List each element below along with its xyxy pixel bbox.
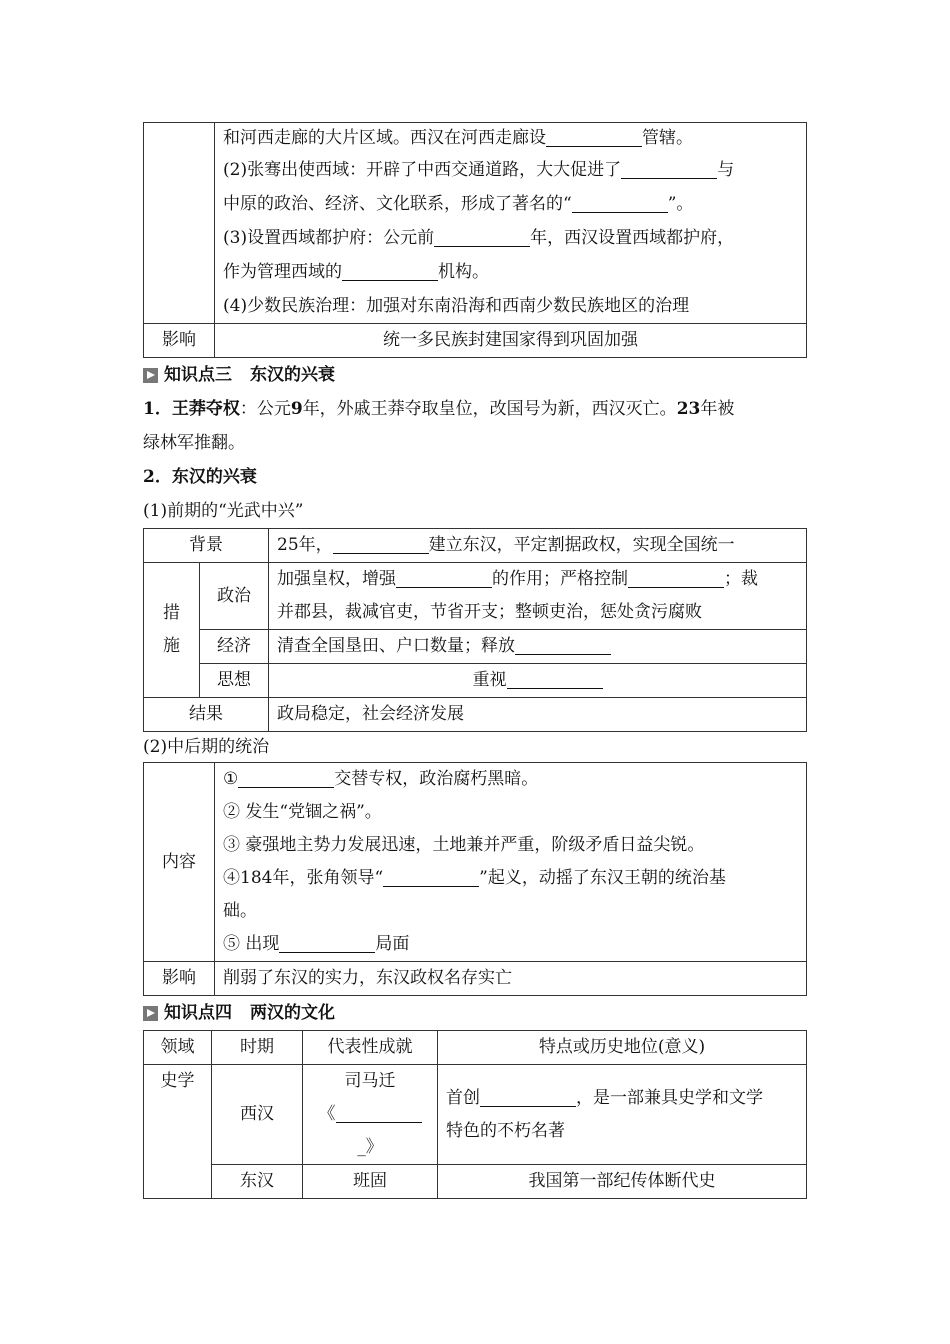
west-achievement: 司马迁 《 _》 [303, 1065, 438, 1165]
result-label: 结果 [144, 698, 269, 732]
section-heading-3: 知识点三 东汉的兴衰 [143, 358, 807, 392]
east-achievement: 班固 [303, 1165, 438, 1199]
table-row [144, 698, 807, 732]
xihan-frontier-table [143, 122, 807, 358]
frontier-item-4: (4)少数民族治理：加强对东南沿海和西南少数民族地区的治理 [223, 296, 690, 316]
table-row [144, 630, 807, 664]
header-achievement: 代表性成就 [303, 1031, 438, 1065]
table-row [144, 1065, 807, 1165]
east-period: 东汉 [212, 1165, 303, 1199]
influence-label: 影响 [144, 324, 215, 358]
frontier-item-2-cont: 中原的政治、经济、文化联系，形成了著名的“ ”。 [223, 187, 798, 221]
header-significance: 特点或历史地位(意义) [438, 1031, 807, 1065]
frontier-item-3: (3)设置西域都护府：公元前 年，西汉设置西域都护府， [223, 221, 798, 255]
west-significance: 首创 ，是一部兼具史学和文学 特色的不朽名著 [438, 1065, 807, 1165]
table-row [144, 563, 807, 630]
content-item-5: ⑤ 出现 局面 [223, 928, 798, 961]
later-influence-text: 削弱了东汉的实力，东汉政权名存实亡 [215, 962, 807, 996]
section-heading-4: 知识点四 两汉的文化 [143, 996, 807, 1030]
content-item-1: ① 交替专权，政治腐朽黑暗。 [223, 763, 798, 796]
influence-text: 统一多民族封建国家得到巩固加强 [215, 324, 807, 358]
sub-heading-guangwu: (1)前期的“光武中兴” [143, 501, 304, 521]
empty-label-cell [144, 123, 215, 324]
table-row [144, 664, 807, 698]
guangwu-table [143, 528, 807, 732]
politics-label: 政治 [200, 563, 269, 630]
table-row [144, 529, 807, 563]
header-field: 领域 [144, 1031, 212, 1065]
economy-text: 清查全国垦田、户口数量；释放 [269, 630, 807, 664]
content-item-2: ② 发生“党锢之祸”。 [223, 802, 382, 822]
frontier-content-cell [215, 123, 807, 324]
measures-label: 措 施 [144, 563, 200, 698]
paragraph-wangmang: 1．王莽夺权：公元9年，外戚王莽夺取皇位，改国号为新，西汉灭亡。23年被 [143, 399, 735, 419]
table-row [144, 1165, 807, 1199]
table-header-row [144, 1031, 807, 1065]
paragraph-donghan-title: 2．东汉的兴衰 [143, 467, 257, 487]
content-label: 内容 [144, 763, 215, 962]
later-rule-table [143, 762, 807, 996]
document-page [143, 122, 807, 1199]
table-row [144, 324, 807, 358]
politics-text: 加强皇权，增强 的作用；严格控制 ；裁 并郡县，裁减官吏，节省开支；整顿吏治，惩处贪污腐败 [269, 563, 807, 630]
content-cell [215, 763, 807, 962]
frontier-line-1: 和河西走廊的大片区域。西汉在河西走廊设 管辖。 [223, 123, 798, 153]
frontier-item-2: (2)张骞出使西域：开辟了中西交通道路，大大促进了 与 [223, 153, 798, 187]
later-influence-label: 影响 [144, 962, 215, 996]
background-label: 背景 [144, 529, 269, 563]
sub-heading-later: (2)中后期的统治 [143, 737, 270, 757]
header-period: 时期 [212, 1031, 303, 1065]
table-row [144, 763, 807, 962]
paragraph-wangmang-cont: 绿林军推翻。 [143, 433, 245, 453]
thought-label: 思想 [200, 664, 269, 698]
content-item-4-cont: 础。 [223, 901, 257, 921]
content-item-3: ③ 豪强地主势力发展迅速，土地兼并严重，阶级矛盾日益尖锐。 [223, 835, 705, 855]
result-text: 政局稳定，社会经济发展 [269, 698, 807, 732]
table-row [144, 962, 807, 996]
play-triangle-icon [143, 1006, 158, 1021]
culture-table [143, 1030, 807, 1199]
economy-label: 经济 [200, 630, 269, 664]
field-history: 史学 [144, 1065, 212, 1199]
content-item-4: ④184年，张角领导“ ”起义，动摇了东汉王朝的统治基 [223, 862, 798, 895]
thought-text: 重视 [269, 664, 807, 698]
frontier-item-3-cont: 作为管理西域的 机构。 [223, 255, 798, 289]
play-triangle-icon [143, 368, 158, 383]
west-period: 西汉 [212, 1065, 303, 1165]
east-significance: 我国第一部纪传体断代史 [438, 1165, 807, 1199]
background-text: 25年， 建立东汉，平定割据政权，实现全国统一 [269, 529, 807, 563]
table-row [144, 123, 807, 324]
